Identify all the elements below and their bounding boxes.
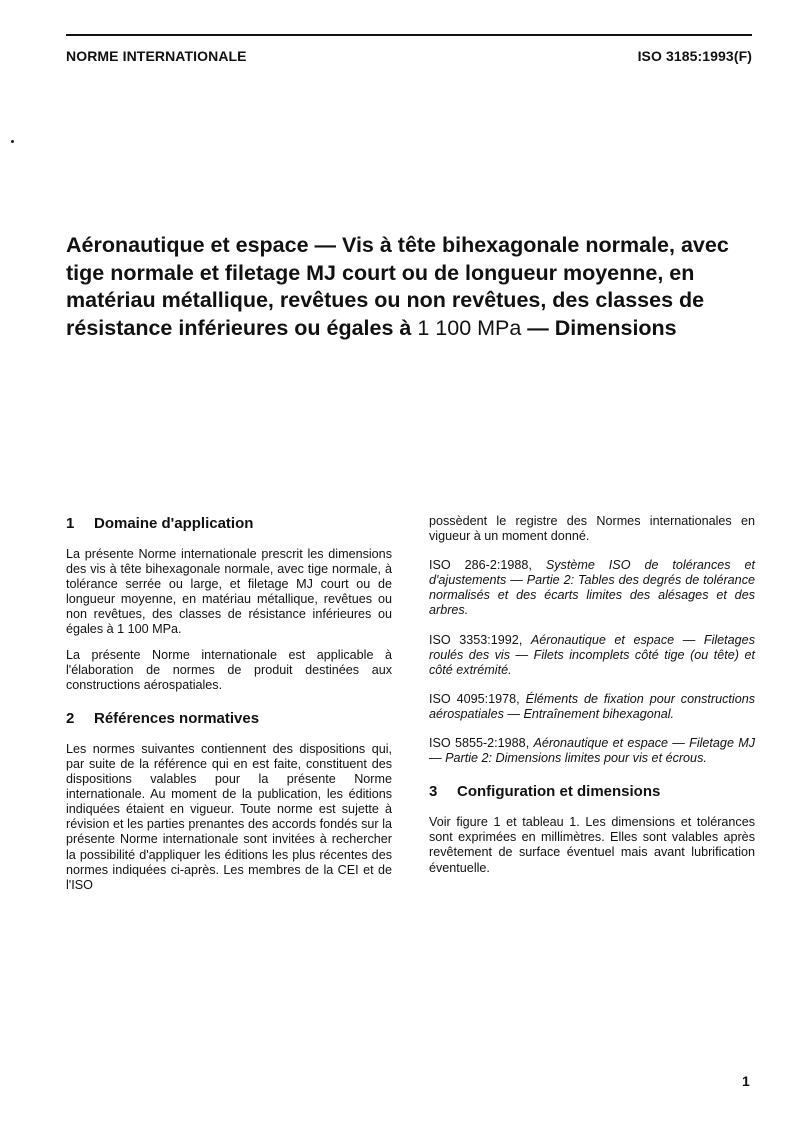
page-number: 1 — [742, 1073, 750, 1089]
reference-code: ISO 3353:1992, — [429, 632, 523, 647]
normative-reference — [429, 633, 755, 678]
reference-code: ISO 286-2:1988, — [429, 558, 532, 573]
section-2-paragraph-1-continued: possèdent le registre des Normes internationales en vigueur à un moment donné. — [429, 514, 755, 544]
section-number: 2 — [66, 709, 75, 727]
section-3-paragraph-1: Voir figure 1 et tableau 1. Les dimensions et tolérances sont exprimées en millimètres. Elles sont valables après revêtement de surface éventuel mais avant lubrification éventuelle. — [429, 815, 755, 875]
normative-reference — [429, 558, 755, 618]
section-3-heading — [429, 782, 755, 802]
left-column — [66, 514, 392, 903]
reference-title: Système ISO de tolérances et d'ajustements — Partie 2: Tables des degrés de tolérance normalisés et des écarts limites des alésages et des arbres. — [429, 558, 756, 618]
reference-title: Éléments de fixation pour constructions aérospatiales — Entraînement bihexagonal. — [429, 691, 756, 721]
header-standard-number: ISO 3185:1993(F) — [637, 48, 752, 64]
section-title: Références normatives — [94, 709, 260, 727]
section-title: Domaine d'application — [94, 515, 254, 532]
normative-reference — [429, 736, 755, 766]
reference-title: Aéronautique et espace — Filetages roulés des vis — Filets incomplets côté tige (ou tête) et côté extrémité. — [429, 632, 755, 677]
section-number: 1 — [66, 515, 75, 532]
reference-code: ISO 5855-2:1988, — [429, 736, 530, 751]
section-1-paragraph-1: La présente Norme internationale prescrit les dimensions des vis à tête bihexagonale normale, avec tige normale, à tolérance serrée ou large, et filetage MJ court ou de longueur moyenne, en matériau métallique, revêtues ou non revêtues, des classes de résistance inférieures ou égales à 1 100 MPa. — [66, 547, 392, 637]
section-2-paragraph-1: Les normes suivantes contiennent des dispositions qui, par suite de la référence qui en est faite, constituent des dispositions valables pour la présente Norme internationale. Au moment de la publication, les éditions indiquées étaient en vigueur. Toute norme est sujette à révision et les parties prenantes des accords fondés sur la présente Norme internationale sont invitées à rechercher la possibilité d'appliquer les éditions les plus récentes des normes indiquées ci-après. Les membres de la CEI et de l'ISO — [66, 741, 392, 892]
header-document-type: NORME INTERNATIONALE — [66, 48, 247, 64]
section-1-paragraph-2: La présente Norme internationale est applicable à l'élaboration de normes de produit destinées aux constructions aérospatiales. — [66, 647, 392, 692]
title-value: 1 100 MPa — [417, 315, 522, 340]
page-header — [66, 34, 752, 64]
section-1-heading — [66, 514, 392, 534]
section-number: 3 — [429, 783, 438, 801]
section-2-heading — [66, 709, 392, 729]
reference-code: ISO 4095:1978, — [429, 691, 520, 706]
scan-mark — [11, 140, 14, 143]
right-column — [429, 514, 755, 886]
document-title — [66, 232, 756, 342]
title-text-part2: — Dimensions — [521, 315, 677, 340]
reference-title: Aéronautique et espace — Filetage MJ — Partie 2: Dimensions limites pour vis et écrous. — [429, 736, 755, 766]
normative-reference — [429, 692, 755, 722]
title-text-part1: Aéronautique et espace — Vis à tête bihexagonale normale, avec tige normale et filetage MJ court ou de longueur moyenne, en matériau métallique, revêtues ou non revêtues, des classes de résistance inférieures ou égales à — [66, 233, 729, 340]
section-title: Configuration et dimensions — [457, 783, 661, 801]
